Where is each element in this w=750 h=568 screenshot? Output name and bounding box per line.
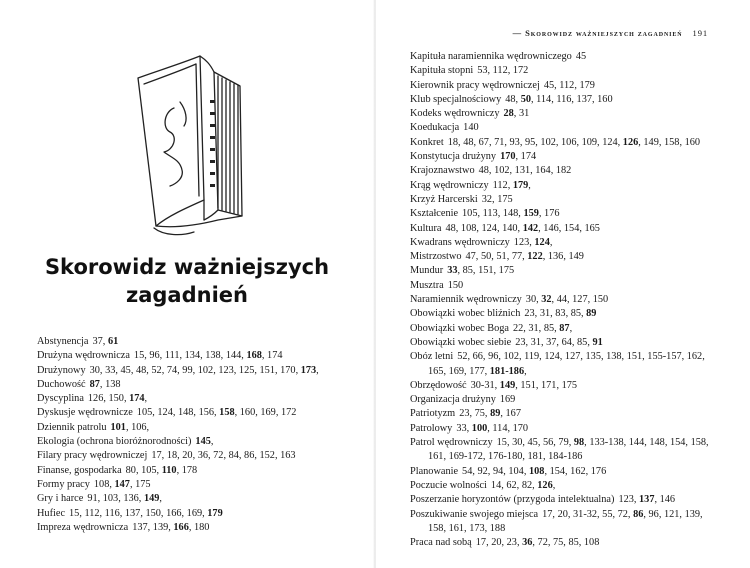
entry-pages: 105, 113, 148, 159, 176	[462, 208, 560, 220]
bold-page-reference: 50	[520, 93, 531, 105]
entry-term: Drużyna wędrownicza	[37, 350, 130, 362]
book-illustration	[134, 50, 248, 240]
bold-page-reference: 61	[107, 336, 119, 347]
entry-pages: 23, 75, 89, 167	[459, 408, 521, 420]
entry-pages: 48, 108, 124, 140, 142, 146, 154, 165	[445, 222, 600, 234]
bold-page-reference: 124	[534, 236, 550, 248]
index-entry	[37, 507, 337, 521]
index-entry	[410, 508, 710, 537]
index-entry	[410, 307, 710, 321]
entry-term: Ekologia (ochrona bioróżnorodności)	[37, 436, 192, 448]
index-entry	[37, 392, 337, 406]
bold-page-reference: 32	[541, 294, 552, 306]
entry-term: Duchowość	[37, 378, 86, 390]
entry-term: Poczucie wolności	[410, 479, 487, 491]
entry-pages: 123, 124,	[513, 236, 553, 248]
bold-page-reference: 86	[633, 508, 644, 520]
entry-pages: 17, 18, 20, 36, 72, 84, 86, 152, 163	[151, 450, 296, 462]
entry-pages: 112, 179,	[492, 179, 531, 191]
entry-pages: 150	[447, 279, 464, 291]
index-entry	[410, 322, 710, 336]
entry-pages: 37, 61	[92, 336, 119, 347]
entry-pages: 48, 50, 114, 116, 137, 160	[505, 93, 613, 105]
bold-page-reference: 122	[527, 251, 543, 263]
entry-term: Gry i harce	[37, 493, 84, 505]
bold-page-reference: 87	[559, 322, 570, 334]
index-entry	[410, 379, 710, 393]
entry-term: Poszerzanie horyzontów (przygoda intelektualna)	[410, 494, 615, 506]
entry-term: Formy pracy	[37, 478, 90, 490]
index-entry	[37, 435, 337, 449]
entry-pages: 48, 102, 131, 164, 182	[478, 165, 572, 177]
entry-pages: 54, 92, 94, 104, 108, 154, 162, 176	[462, 465, 607, 477]
entry-pages: 137, 139, 166, 180	[132, 521, 210, 533]
index-entry	[37, 492, 337, 506]
bold-page-reference: 137	[639, 494, 655, 506]
entry-term: Kierownik pracy wędrowniczej	[410, 79, 540, 91]
bold-page-reference: 145	[195, 436, 211, 448]
entry-pages: 101, 106,	[110, 421, 150, 433]
entry-term: Hufiec	[37, 507, 66, 519]
entry-term: Kodeks wędrowniczy	[410, 108, 500, 120]
entry-pages: 53, 112, 172	[477, 65, 529, 77]
entry-term: Abstynencja	[37, 336, 89, 347]
entry-term: Planowanie	[410, 465, 459, 477]
index-title	[0, 253, 374, 309]
entry-term: Drużynowy	[37, 364, 86, 376]
index-entry	[410, 536, 710, 550]
title-line-2: zagadnień	[126, 283, 248, 307]
bold-page-reference: 170	[500, 151, 516, 163]
bold-page-reference: 149	[143, 493, 160, 505]
index-entry	[410, 436, 710, 465]
entry-pages: 32, 175	[481, 193, 513, 205]
entry-pages: 45	[575, 51, 587, 62]
index-entry	[410, 422, 710, 436]
index-entry	[37, 364, 337, 378]
entry-term: Kwadrans wędrowniczy	[410, 236, 510, 248]
entry-pages: 91, 103, 136, 149,	[87, 493, 162, 505]
index-list-left	[37, 335, 337, 535]
index-entry	[37, 406, 337, 420]
index-entry	[410, 479, 710, 493]
bold-page-reference: 98	[573, 437, 585, 449]
bold-page-reference: 110	[161, 464, 177, 476]
entry-term: Konkret	[410, 136, 444, 148]
index-entry	[410, 279, 710, 293]
title-line-1: Skorowidz ważniejszych	[44, 255, 330, 279]
entry-pages: 108, 147, 175	[93, 478, 151, 490]
bold-page-reference: 108	[528, 465, 545, 477]
entry-term: Kapituła stopni	[410, 65, 474, 77]
entry-pages: 17, 20, 23, 36, 72, 75, 85, 108	[475, 537, 600, 549]
entry-term: Filary pracy wędrowniczej	[37, 450, 148, 462]
index-entry	[410, 250, 710, 264]
index-entry	[410, 264, 710, 278]
index-entry	[37, 421, 337, 435]
index-entry	[410, 293, 710, 307]
entry-pages: 30, 32, 44, 127, 150	[525, 294, 609, 306]
bold-page-reference: 173	[300, 364, 317, 376]
page-number: 191	[692, 28, 708, 38]
index-entry	[410, 336, 710, 350]
entry-pages: 23, 31, 37, 64, 85, 91	[515, 336, 603, 348]
bold-page-reference: 158	[219, 407, 235, 419]
entry-term: Kapituła naramiennika wędrowniczego	[410, 51, 572, 62]
bold-page-reference: 142	[522, 222, 539, 234]
entry-term: Musztra	[410, 279, 444, 291]
bold-page-reference: 179	[512, 179, 529, 191]
index-entry	[410, 207, 710, 221]
bold-page-reference: 100	[471, 422, 488, 434]
bold-page-reference: 89	[490, 408, 501, 420]
index-entry	[410, 236, 710, 250]
entry-pages: 23, 31, 83, 85, 89	[524, 308, 597, 320]
index-entry	[37, 449, 337, 463]
entry-term: Finanse, gospodarka	[37, 464, 122, 476]
entry-term: Poszukiwanie swojego miejsca	[410, 508, 539, 520]
index-entry	[410, 136, 710, 150]
entry-term: Konstytucja drużyny	[410, 151, 497, 163]
entry-pages: 28, 31	[503, 108, 530, 120]
entry-pages: 30, 33, 45, 48, 52, 74, 99, 102, 123, 125, 151, 170, 173,	[89, 364, 319, 376]
index-entry	[410, 64, 710, 78]
index-entry	[410, 393, 710, 407]
bold-page-reference: 36	[522, 537, 533, 549]
entry-pages: 140	[463, 122, 479, 134]
index-entry	[37, 378, 337, 392]
bold-page-reference: 147	[114, 478, 130, 490]
entry-pages: 87, 138	[89, 378, 121, 390]
index-entry	[37, 335, 337, 349]
entry-pages: 15, 112, 116, 137, 150, 166, 169, 179	[69, 507, 223, 519]
entry-pages: 126, 150, 174,	[87, 393, 148, 405]
index-entry	[37, 478, 337, 492]
entry-term: Naramiennik wędrowniczy	[410, 294, 522, 306]
bold-page-reference: 89	[586, 308, 597, 320]
entry-pages: 105, 124, 148, 156, 158, 160, 169, 172	[136, 407, 297, 419]
bold-page-reference: 159	[523, 208, 539, 220]
index-entry	[410, 179, 710, 193]
entry-term: Organizacja drużyny	[410, 394, 496, 406]
bold-page-reference: 87	[89, 378, 100, 390]
entry-pages-continued: 165, 169, 177, 181-186,	[428, 365, 527, 377]
entry-pages: 14, 62, 82, 126,	[490, 479, 556, 491]
bold-page-reference: 166	[173, 521, 189, 533]
bold-page-reference: 28	[503, 108, 514, 120]
entry-term: Impreza wędrownicza	[37, 521, 129, 533]
bold-page-reference: 181-186	[489, 365, 525, 377]
index-entry	[410, 121, 710, 135]
entry-pages: 45, 112, 179	[543, 79, 595, 91]
bold-page-reference: 33	[447, 265, 458, 277]
entry-pages: 52, 66, 96, 102, 119, 124, 127, 135, 138, 151, 155-157, 162,	[457, 351, 705, 363]
entry-pages: 22, 31, 85, 87,	[512, 322, 573, 334]
entry-pages: 33, 85, 151, 175	[447, 265, 515, 277]
index-entry	[410, 164, 710, 178]
bold-page-reference: 174	[129, 393, 145, 405]
entry-term: Krajoznawstwo	[410, 165, 475, 177]
entry-term: Obowiązki wobec Boga	[410, 322, 509, 334]
index-entry	[410, 407, 710, 421]
entry-term: Patriotyzm	[410, 408, 456, 420]
entry-term: Dziennik patrolu	[37, 421, 107, 433]
entry-term: Obóz letni	[410, 351, 454, 363]
bold-page-reference: 91	[592, 336, 603, 348]
entry-term: Kształcenie	[410, 208, 459, 220]
index-entry	[37, 521, 337, 535]
index-entry	[410, 79, 710, 93]
entry-pages-continued: 158, 161, 173, 188	[428, 522, 506, 534]
bold-page-reference: 126	[622, 136, 639, 148]
entry-pages: 33, 100, 114, 170	[456, 422, 529, 434]
entry-term: Krzyż Harcerski	[410, 193, 478, 205]
index-entry	[37, 464, 337, 478]
running-header	[513, 28, 708, 38]
bold-page-reference: 149	[499, 379, 516, 391]
index-entry	[410, 50, 710, 64]
index-entry	[410, 93, 710, 107]
entry-pages: 30-31, 149, 151, 171, 175	[470, 379, 578, 391]
entry-pages: 169	[499, 394, 516, 406]
index-entry	[410, 465, 710, 479]
bold-page-reference: 179	[207, 507, 223, 519]
entry-term: Patrol wędrowniczy	[410, 437, 493, 449]
entry-term: Praca nad sobą	[410, 537, 472, 549]
index-entry	[410, 193, 710, 207]
bold-page-reference: 101	[110, 421, 126, 433]
entry-term: Krąg wędrowniczy	[410, 179, 489, 191]
entry-term: Mistrzostwo	[410, 251, 462, 263]
bold-page-reference: 168	[246, 350, 262, 362]
index-entry	[37, 349, 337, 363]
entry-term: Mundur	[410, 265, 444, 277]
entry-term: Dyskusje wędrownicze	[37, 407, 133, 419]
entry-term: Koedukacja	[410, 122, 460, 134]
entry-pages: 17, 20, 31-32, 55, 72, 86, 96, 121, 139,	[542, 508, 703, 520]
entry-pages: 80, 105, 110, 178	[125, 464, 198, 476]
index-entry	[410, 222, 710, 236]
entry-pages-continued: 161, 169-172, 176-180, 181, 184-186	[428, 451, 583, 463]
entry-pages: 18, 48, 67, 71, 93, 95, 102, 106, 109, 124, 126, 149, 158, 160	[447, 136, 701, 148]
entry-term: Obowiązki wobec bliźnich	[410, 308, 521, 320]
entry-term: Obrzędowość	[410, 379, 467, 391]
entry-term: Obowiązki wobec siebie	[410, 336, 512, 348]
entry-term: Klub specjalnościowy	[410, 93, 502, 105]
left-page	[0, 0, 374, 568]
index-entry	[410, 493, 710, 507]
bold-page-reference: 126	[537, 479, 553, 491]
running-title: — Skorowidz ważniejszych zagadnień	[512, 28, 683, 38]
entry-term: Patrolowy	[410, 422, 453, 434]
entry-pages: 47, 50, 51, 77, 122, 136, 149	[465, 251, 584, 263]
entry-term: Kultura	[410, 222, 442, 234]
entry-term: Dyscyplina	[37, 393, 84, 405]
index-entry	[410, 150, 710, 164]
index-entry	[410, 350, 710, 379]
index-list-right	[410, 50, 710, 550]
entry-pages: 15, 96, 111, 134, 138, 144, 168, 174	[133, 350, 283, 362]
entry-pages: 145,	[195, 436, 214, 448]
entry-pages: 15, 30, 45, 56, 79, 98, 133-138, 144, 148, 154, 158,	[496, 437, 709, 449]
entry-pages: 123, 137, 146	[618, 494, 676, 506]
index-entry	[410, 107, 710, 121]
entry-pages: 170, 174	[500, 151, 537, 163]
